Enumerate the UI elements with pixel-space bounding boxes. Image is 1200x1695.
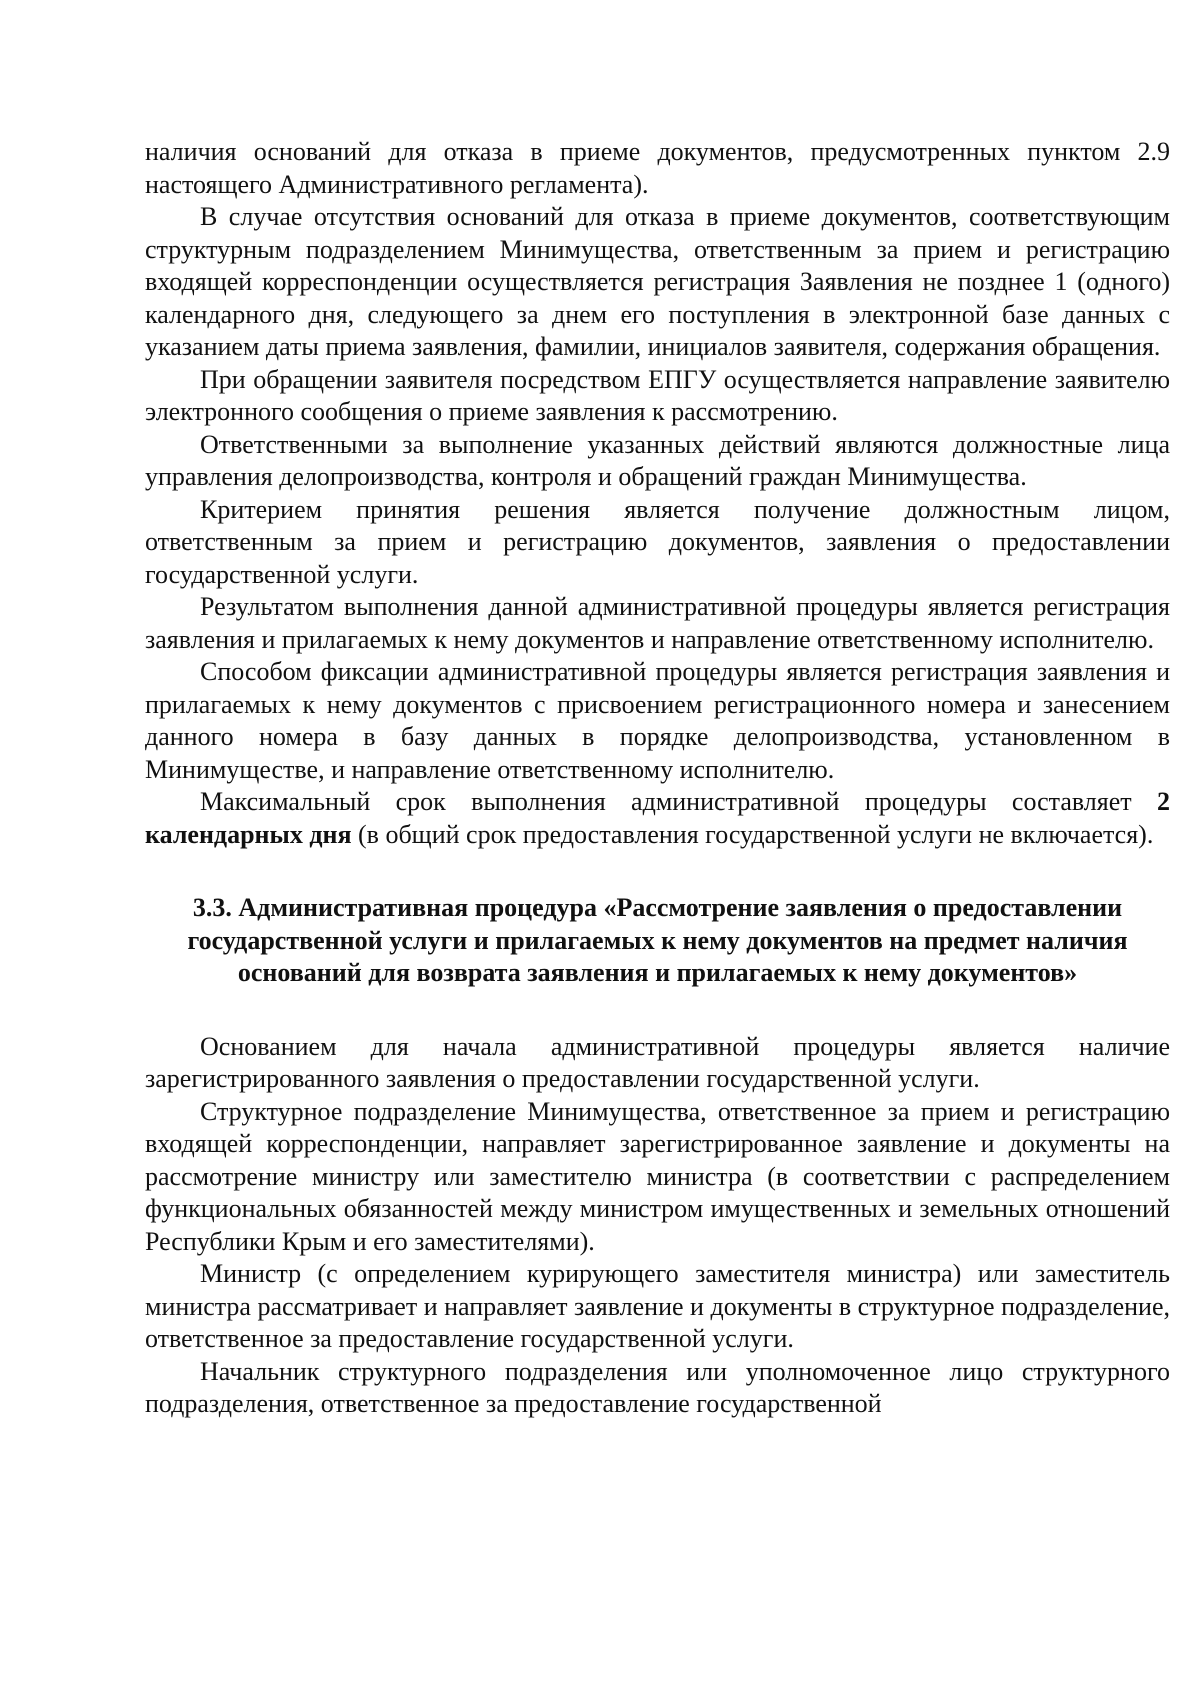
max-term-text: Максимальный срок выполнения административной процедуры составляет	[200, 787, 1157, 816]
paragraph: Структурное подразделение Минимущества, ответственное за прием и регистрацию входящей корреспонденции, направляет зарегистрированное заявление и документы на рассмотрение министру или заместителю министра (в соответствии с распределением функциональных обязанностей между министром имущественных и земельных отношений Республики Крым и его заместителями).	[145, 1096, 1170, 1256]
paragraph: В случае отсутствия оснований для отказа в приеме документов, соответствующим структурным подразделением Минимущества, ответственным за прием и регистрацию входящей корреспонденции осуществляется регистрация Заявления не позднее 1 (одного) календарного дня, следующего за днем его поступления в электронной базе данных с указанием даты приема заявления, фамилии, инициалов заявителя, содержания обращения.	[145, 202, 1170, 361]
document-page	[145, 136, 1170, 1421]
paragraph: Результатом выполнения данной административной процедуры является регистрация заявления и прилагаемых к нему документов и направление ответственному исполнителю.	[145, 592, 1170, 654]
paragraph: Ответственными за выполнение указанных действий являются должностные лица управления делопроизводства, контроля и обращений граждан Минимущества.	[145, 429, 1170, 491]
paragraph: Министр (с определением курирующего заместителя министра) или заместитель министра рассматривает и направляет заявление и документы в структурное подразделение, ответственное за предоставление государственной услуги.	[145, 1259, 1170, 1353]
paragraph: Критерием принятия решения является получение должностным лицом, ответственным за прием и регистрацию документов, заявления о предоставлении государственной услуги.	[145, 494, 1170, 589]
paragraph: Начальник структурного подразделения или уполномоченное лицо структурного подразделения, ответственное за предоставление государственной	[145, 1356, 1170, 1418]
max-term-bold: 2 календарных дня	[145, 787, 1170, 849]
paragraph: Способом фиксации административной процедуры является регистрация заявления и прилагаемых к нему документов с присвоением регистрационного номера и занесением данного номера в базу данных в порядке делопроизводства, установленном в Минимуществе, и направление ответственному исполнителю.	[145, 657, 1170, 784]
paragraph: наличия оснований для отказа в приеме документов, предусмотренных пунктом 2.9 настоящего Административного регламента).	[145, 137, 1170, 199]
max-term-text-end: (в общий срок предоставления государственной услуги не включается).	[351, 819, 1154, 849]
section-heading: 3.3. Административная процедура «Рассмотрение заявления о предоставлении государственной услуги и прилагаемых к нему документов на предмет наличия оснований для возврата заявления и прилагаемых к нему документов»	[187, 893, 1128, 987]
paragraph: При обращении заявителя посредством ЕПГУ осуществляется направление заявителю электронного сообщения о приеме заявления к рассмотрению.	[145, 364, 1170, 426]
max-term-paragraph	[145, 786, 1170, 851]
paragraph: Основанием для начала административной процедуры является наличие зарегистрированного заявления о предоставлении государственной услуги.	[145, 1031, 1170, 1093]
